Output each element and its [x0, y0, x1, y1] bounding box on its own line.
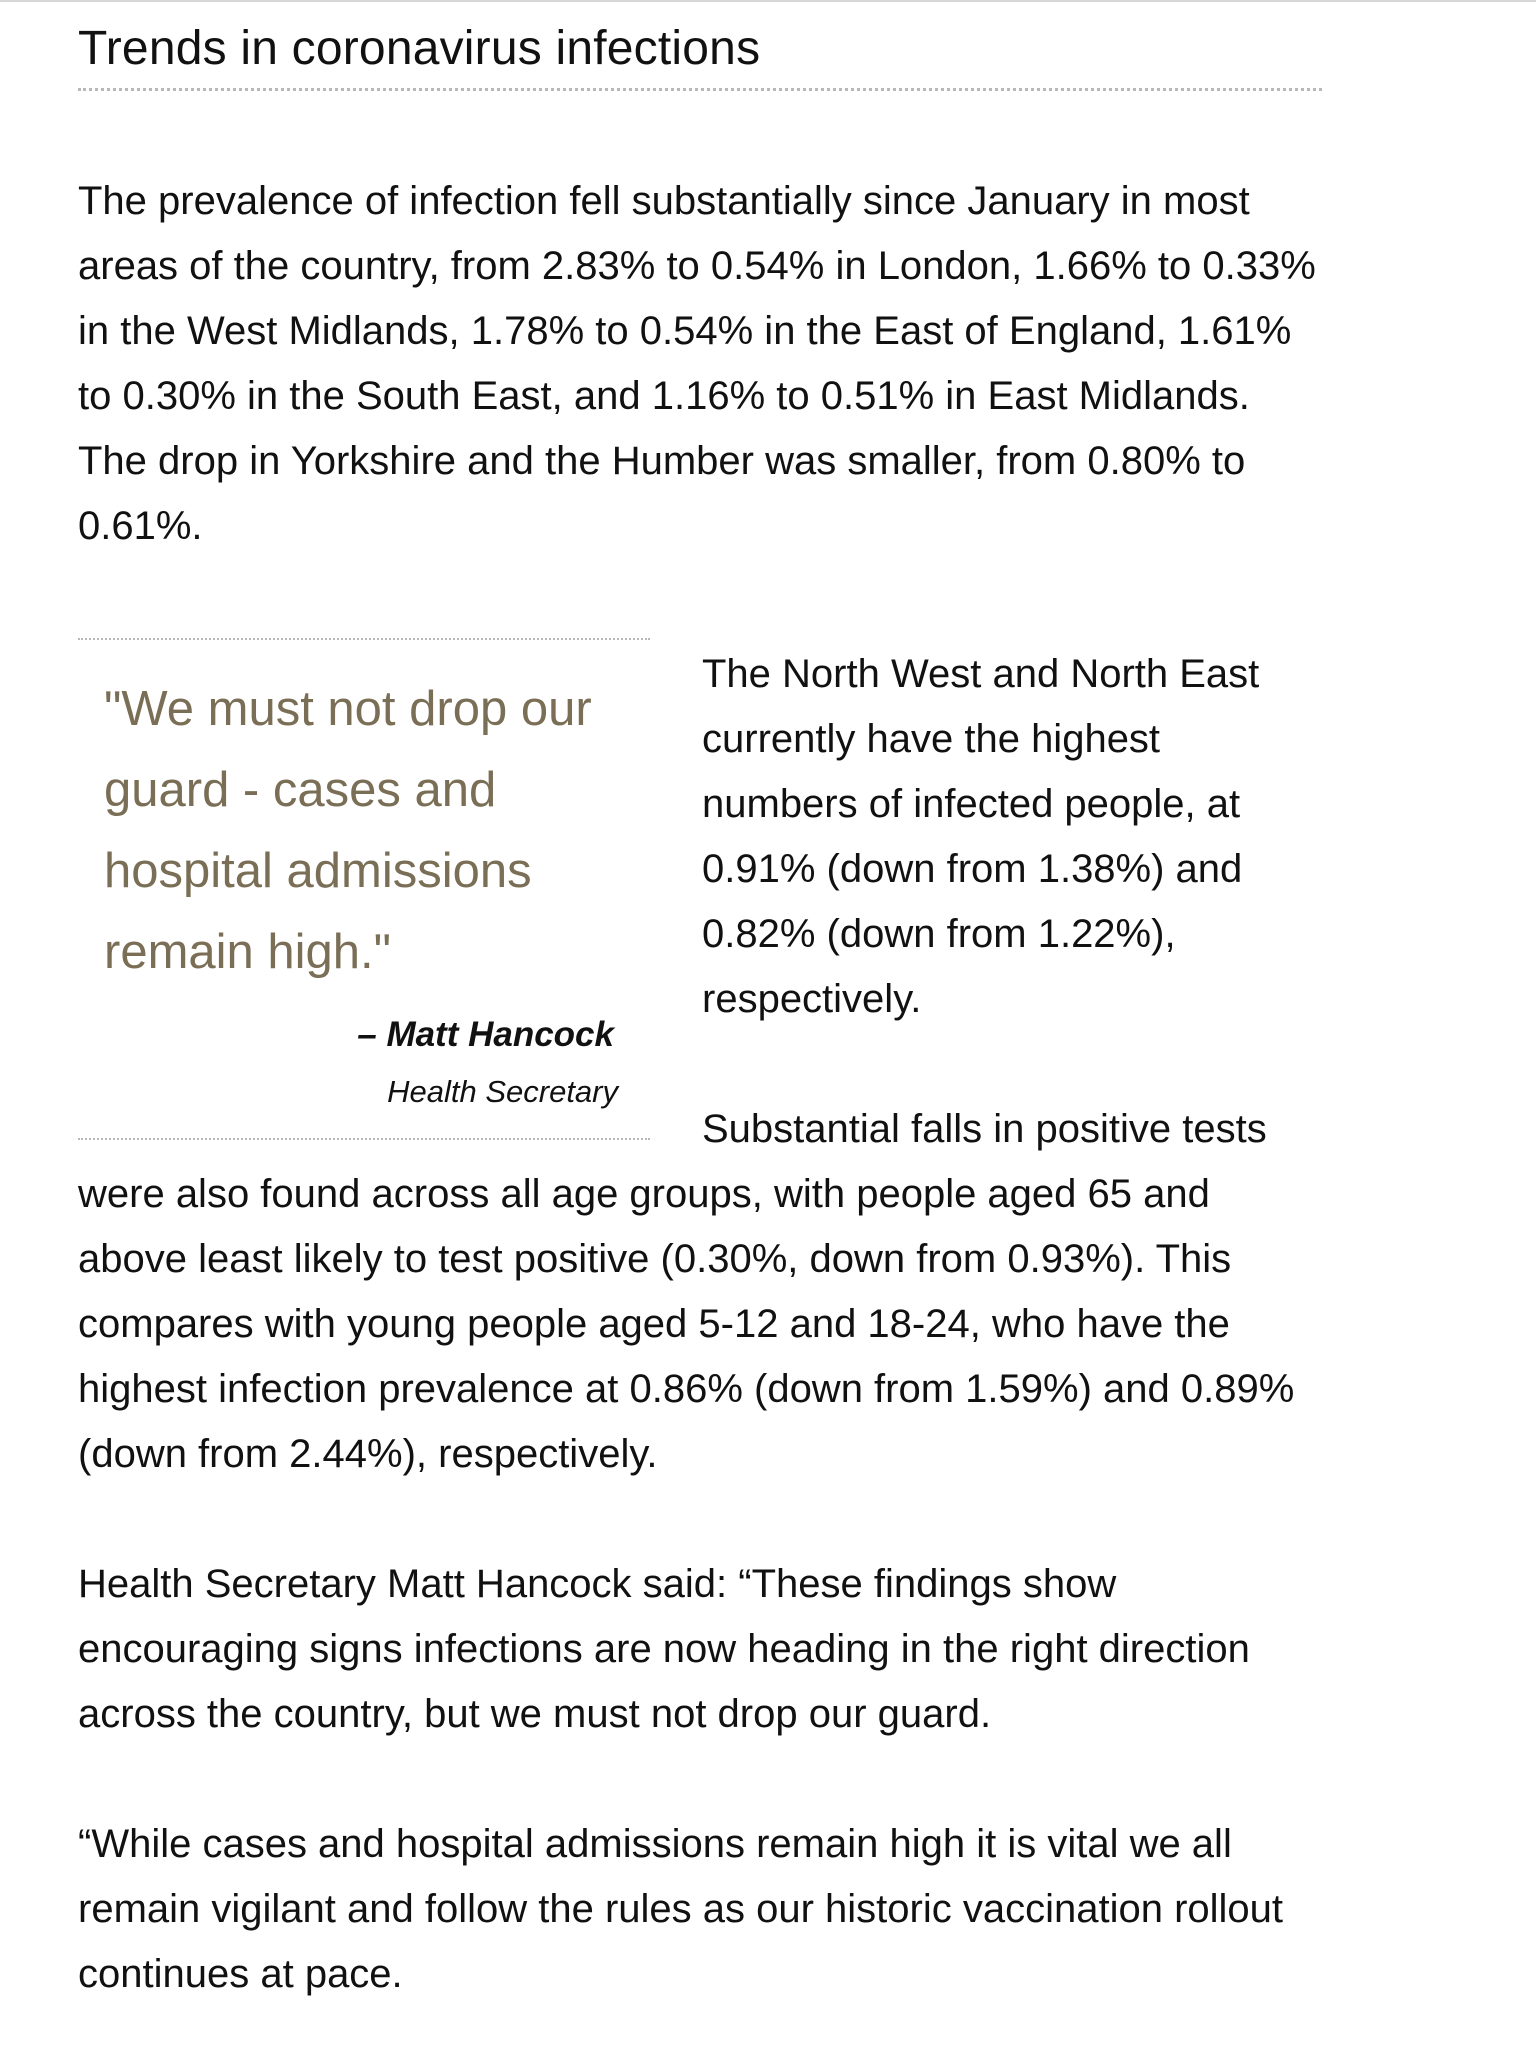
vigilant-statement-paragraph: “While cases and hospital admissions remain high it is vital we all remain vigilant and follow the rules as our historic vaccination rollout continues at pace. [78, 1822, 1284, 1996]
heading-divider [78, 88, 1322, 91]
article-body [78, 0, 1318, 2007]
north-west-paragraph: The North West and North East currently have the highest numbers of infected people, at 0.91% (down from 1.38%) and 0.82% (down from 1.22%), respectively. [702, 652, 1260, 1021]
hancock-statement-paragraph: Health Secretary Matt Hancock said: “These findings show encouraging signs infections are now heading in the right direction across the country, but we must not drop our guard. [78, 1562, 1250, 1736]
pullquote-bottom-divider [78, 1138, 650, 1140]
intro-paragraph: The prevalence of infection fell substantially since January in most areas of the country, from 2.83% to 0.54% in London, 1.66% to 0.33% in the West Midlands, 1.78% to 0.54% in the East of England, 1.61% to 0.30% in the South East, and 1.16% to 0.51% in East Midlands. The drop in Yorkshire and the Humber was smaller, from 0.80% to 0.61%. [78, 179, 1316, 548]
pullquote [78, 638, 650, 1140]
pullquote-text: "We must not drop our guard - cases and hospital admissions remain high." [104, 682, 592, 979]
age-groups-paragraph: Substantial falls in positive tests were also found across all age groups, with people aged 65 and above least likely to test positive (0.30%, down from 0.93%). This compares with young people aged 5-12 and 18-24, who have the highest infection prevalence at 0.86% (down from 1.59%) and 0.89% (down from 2.44%), respectively. [78, 1107, 1295, 1476]
section-heading: Trends in coronavirus infections [78, 22, 761, 75]
pullquote-author: – Matt Hancock [357, 1015, 614, 1054]
pullquote-author-role: Health Secretary [387, 1074, 618, 1109]
